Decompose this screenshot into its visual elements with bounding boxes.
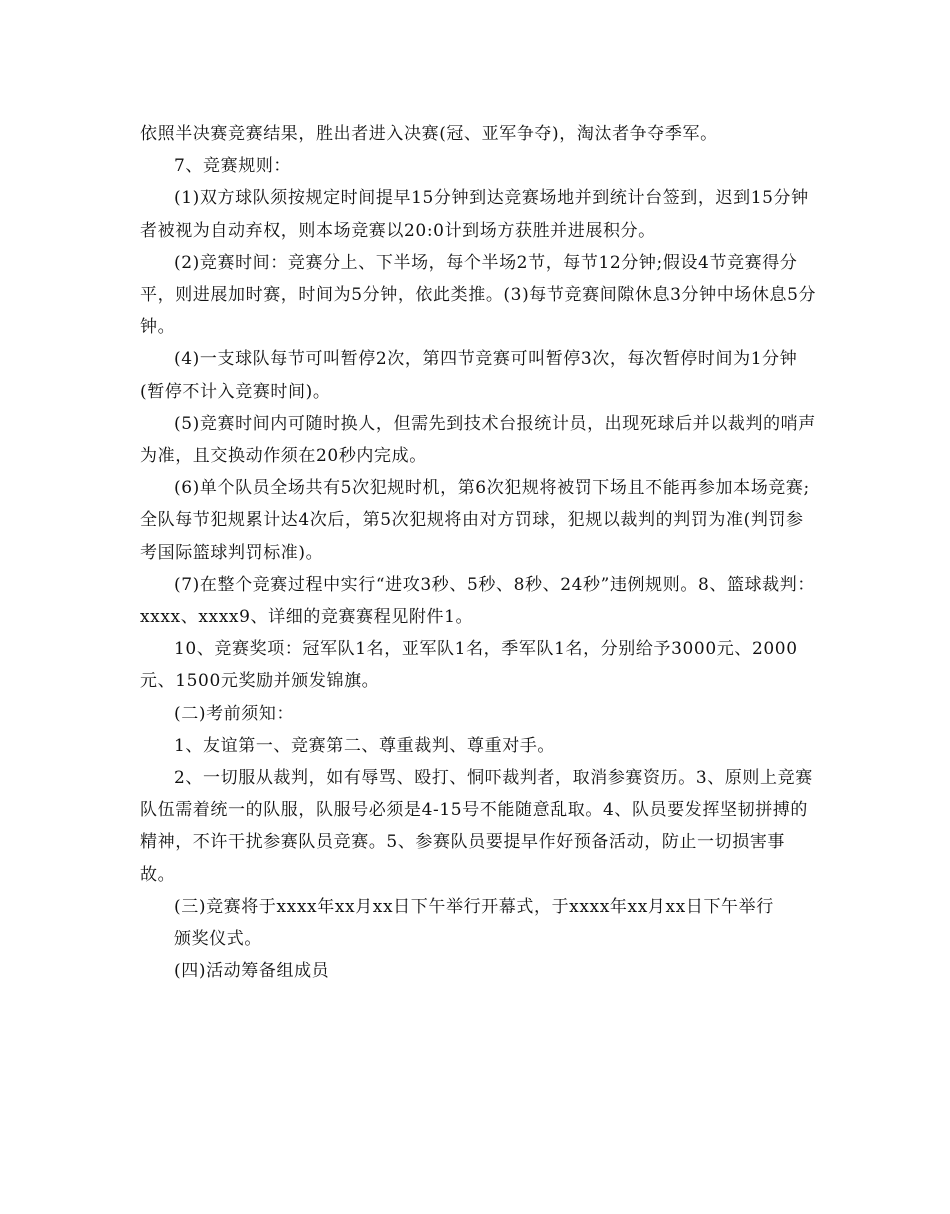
paragraph-organizing-members: (四)活动筹备组成员 — [174, 961, 330, 982]
paragraph-rule-7-8-9: (7)在整个竞赛过程中实行“进攻3秒、5秒、8秒、24秒”违例规则。8、篮球裁判：xxxx、xxxx9、详细的竞赛赛程见附件1。 — [140, 574, 815, 628]
paragraph-semifinal-result: 依照半决赛竞赛结果，胜出者进入决赛(冠、亚军争夺)，淘汰者争夺季军。 — [140, 124, 718, 144]
paragraph-awards: 10、竞赛奖项：冠军队1名，亚军队1名，季军队1名，分别给予3000元、2000元、1500元奖励并颁发锦旗。 — [140, 639, 798, 692]
paragraph-ceremony: (三)竞赛将于xxxx年xx月xx日下午举行开幕式，于xxxx年xx月xx日下午举行 — [174, 896, 774, 917]
document-body — [140, 118, 820, 987]
paragraph-rule-1: (1)双方球队须按规定时间提早15分钟到达竞赛场地并到统计台签到，迟到15分钟者被视为自动弃权，则本场竞赛以20:0计到场方获胜并进展积分。 — [140, 188, 809, 241]
paragraph-rule-4: (4)一支球队每节可叫暂停2次，第四节竞赛可叫暂停3次，每次暂停时间为1分钟(暂停不计入竞赛时间)。 — [140, 349, 798, 402]
paragraph-rule-5: (5)竞赛时间内可随时换人，但需先到技术台报统计员，出现死球后并以裁判的哨声为准，且交换动作须在20秒内完成。 — [140, 413, 816, 467]
paragraph-rules-heading: 7、竞赛规则： — [174, 156, 292, 177]
paragraph-rule-6: (6)单个队员全场共有5次犯规时机，第6次犯规将被罚下场且不能再参加本场竞赛;全队每节犯规累计达4次后，第5次犯规将由对方罚球，犯规以裁判的判罚为准(判罚参考国际篮球判罚标准)。 — [140, 478, 810, 563]
paragraph-notice-heading: (二)考前须知： — [174, 703, 295, 724]
paragraph-notice-1: 1、友谊第一、竞赛第二、尊重裁判、尊重对手。 — [174, 735, 556, 756]
paragraph-rule-2-3: (2)竞赛时间：竞赛分上、下半场，每个半场2节，每节12分钟;假设4节竞赛得分平，则进展加时赛，时间为5分钟，依此类推。(3)每节竞赛间隙休息3分钟中场休息5分钟。 — [140, 252, 817, 338]
paragraph-ceremony-continued: 颁奖仪式。 — [174, 929, 262, 950]
paragraph-notice-2-5: 2、一切服从裁判，如有辱骂、殴打、恫吓裁判者，取消参赛资历。3、原则上竞赛队伍需着统一的队服，队服号必须是4-15号不能随意乱取。4、队员要发挥坚韧拼搏的精神，不许干扰参赛队员竞赛。5、参赛队员要提早作好预备活动，防止一切损害事故。 — [140, 768, 813, 885]
